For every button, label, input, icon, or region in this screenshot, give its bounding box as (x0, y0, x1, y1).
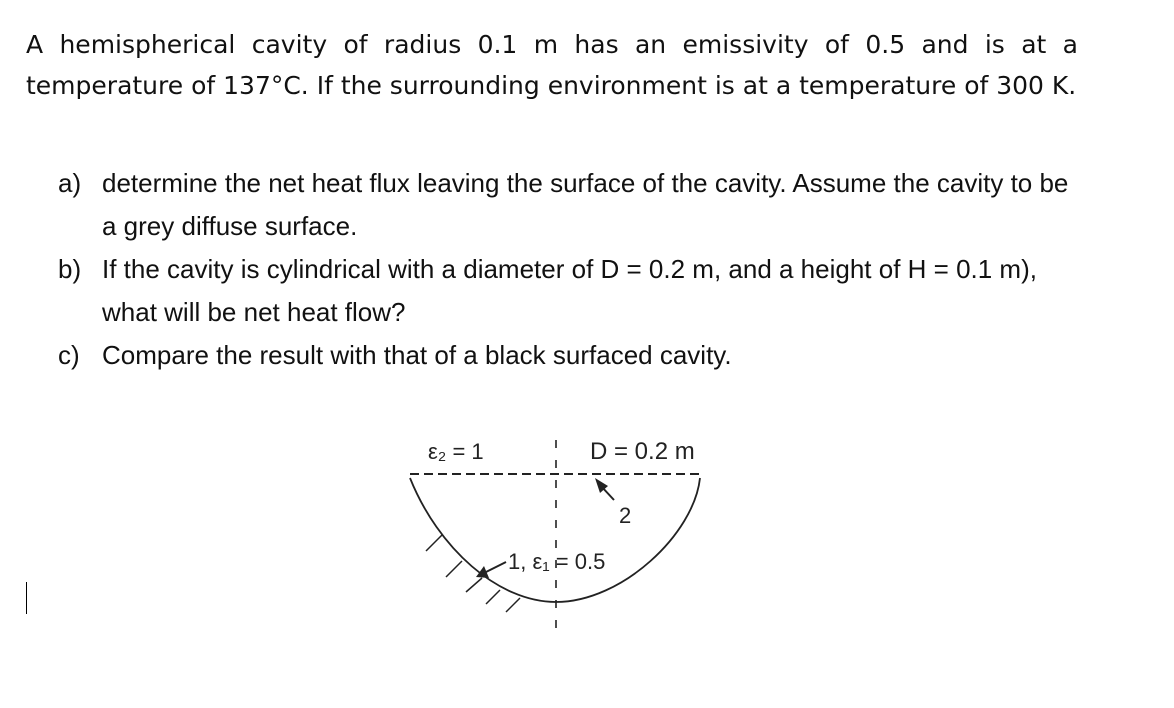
question-label: a) (58, 168, 82, 198)
question-label: c) (58, 340, 80, 370)
question-text: If the cavity is cylindrical with a diameter of D = 0.2 m, and a height of H = 0.1 m), what will be net heat flow? (102, 254, 1037, 327)
label-node-2: 2 (619, 503, 632, 528)
label-diameter: D = 0.2 m (590, 438, 695, 465)
label-surface-1: 1, ε₁ = 0.5 (508, 549, 606, 574)
wall-hatching (426, 535, 520, 612)
question-label: b) (58, 254, 82, 284)
problem-intro: A hemispherical cavity of radius 0.1 m has an emissivity of 0.5 and is at a temperature of 137°C. If the surrounding environment is at a temperature of 300 K. (26, 30, 1078, 100)
cavity-wall (410, 478, 700, 602)
arrow-to-surface-2 (595, 478, 614, 500)
arrow-to-surface-1 (476, 562, 506, 578)
label-surface-2: ε₂ = 1 (428, 439, 484, 464)
question-text: determine the net heat flux leaving the surface of the cavity. Assume the cavity to be a grey diffuse surface. (102, 168, 1069, 241)
text-cursor (26, 582, 27, 614)
question-text: Compare the result with that of a black surfaced cavity. (102, 340, 732, 370)
